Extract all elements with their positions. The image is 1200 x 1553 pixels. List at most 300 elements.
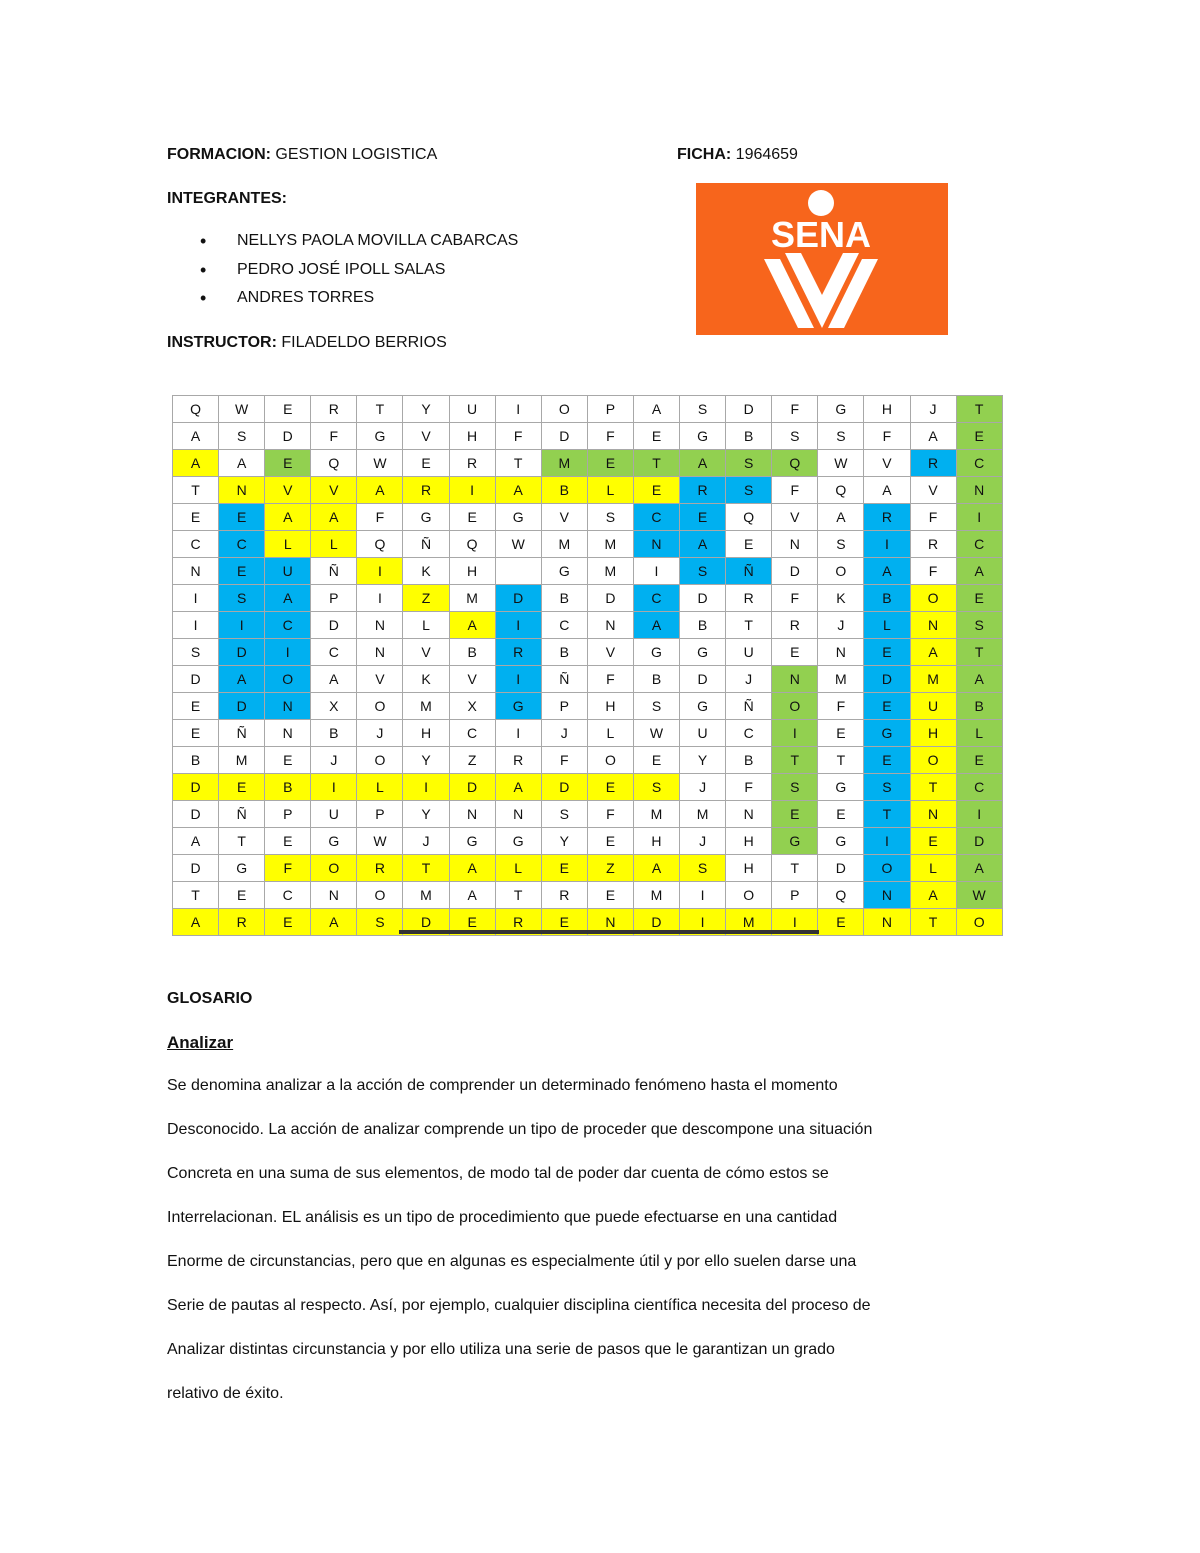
- ficha-line: [677, 145, 798, 165]
- grid-row: [173, 477, 1003, 504]
- grid-cell: N: [956, 477, 1002, 504]
- glossary-definition: [167, 1076, 872, 1428]
- grid-cell: F: [265, 855, 311, 882]
- definition-line: relativo de éxito.: [167, 1385, 284, 1402]
- grid-cell: E: [541, 855, 587, 882]
- grid-row: [173, 801, 1003, 828]
- grid-cell: M: [403, 693, 449, 720]
- grid-cell: C: [956, 450, 1002, 477]
- grid-row: [173, 585, 1003, 612]
- grid-cell: N: [772, 531, 818, 558]
- grid-cell: A: [449, 612, 495, 639]
- grid-cell: B: [726, 423, 772, 450]
- grid-cell: I: [449, 477, 495, 504]
- grid-cell: F: [772, 396, 818, 423]
- grid-cell: T: [173, 882, 219, 909]
- grid-cell: B: [956, 693, 1002, 720]
- grid-cell: N: [357, 612, 403, 639]
- grid-cell: Ñ: [219, 801, 265, 828]
- grid-cell: D: [726, 396, 772, 423]
- grid-cell: S: [772, 774, 818, 801]
- grid-cell: Q: [311, 450, 357, 477]
- sena-logo: [696, 183, 948, 335]
- grid-cell: T: [219, 828, 265, 855]
- grid-cell: Z: [587, 855, 633, 882]
- grid-cell: C: [633, 504, 679, 531]
- grid-cell: G: [495, 504, 541, 531]
- grid-cell: Y: [403, 747, 449, 774]
- grid-cell: I: [772, 909, 818, 936]
- grid-cell: C: [726, 720, 772, 747]
- grid-cell: E: [173, 720, 219, 747]
- grid-cell: C: [541, 612, 587, 639]
- grid-cell: A: [449, 855, 495, 882]
- grid-cell: M: [910, 666, 956, 693]
- grid-cell: N: [449, 801, 495, 828]
- grid-row: [173, 396, 1003, 423]
- grid-cell: F: [864, 423, 910, 450]
- grid-row: [173, 882, 1003, 909]
- grid-cell: M: [587, 558, 633, 585]
- grid-cell: O: [956, 909, 1002, 936]
- grid-cell: D: [541, 423, 587, 450]
- grid-underline: [399, 930, 819, 934]
- grid-cell: I: [772, 720, 818, 747]
- grid-cell: O: [265, 666, 311, 693]
- grid-cell: R: [495, 747, 541, 774]
- grid-cell: G: [449, 828, 495, 855]
- grid-cell: V: [541, 504, 587, 531]
- grid-cell: F: [818, 693, 864, 720]
- grid-row: [173, 531, 1003, 558]
- grid-cell: A: [864, 477, 910, 504]
- grid-cell: I: [219, 612, 265, 639]
- grid-cell: T: [633, 450, 679, 477]
- grid-cell: G: [818, 828, 864, 855]
- grid-cell: I: [495, 612, 541, 639]
- grid-cell: N: [587, 909, 633, 936]
- grid-cell: N: [818, 639, 864, 666]
- grid-cell: L: [311, 531, 357, 558]
- grid-cell: Ñ: [726, 693, 772, 720]
- grid-cell: A: [265, 585, 311, 612]
- grid-cell: D: [219, 693, 265, 720]
- grid-cell: D: [265, 423, 311, 450]
- grid-cell: F: [726, 774, 772, 801]
- grid-row: [173, 720, 1003, 747]
- grid-cell: M: [633, 882, 679, 909]
- grid-cell: S: [633, 774, 679, 801]
- grid-cell: H: [726, 855, 772, 882]
- grid-cell: Q: [173, 396, 219, 423]
- grid-cell: S: [818, 423, 864, 450]
- grid-cell: U: [449, 396, 495, 423]
- grid-cell: V: [311, 477, 357, 504]
- grid-cell: S: [772, 423, 818, 450]
- grid-cell: O: [357, 882, 403, 909]
- grid-cell: J: [680, 828, 726, 855]
- grid-cell: E: [956, 747, 1002, 774]
- grid-cell: A: [956, 666, 1002, 693]
- grid-cell: G: [357, 423, 403, 450]
- grid-cell: N: [265, 720, 311, 747]
- grid-cell: B: [265, 774, 311, 801]
- grid-cell: A: [633, 396, 679, 423]
- grid-cell: L: [357, 774, 403, 801]
- grid-row: [173, 774, 1003, 801]
- grid-cell: R: [495, 639, 541, 666]
- grid-cell: I: [956, 504, 1002, 531]
- grid-cell: A: [956, 558, 1002, 585]
- grid-cell: Ñ: [311, 558, 357, 585]
- grid-cell: Y: [541, 828, 587, 855]
- grid-cell: I: [864, 531, 910, 558]
- grid-cell: V: [265, 477, 311, 504]
- grid-cell: E: [587, 774, 633, 801]
- grid-cell: N: [495, 801, 541, 828]
- grid-cell: E: [910, 828, 956, 855]
- grid-cell: E: [633, 747, 679, 774]
- grid-cell: Ñ: [219, 720, 265, 747]
- definition-line: Interrelacionan. EL análisis es un tipo de procedimiento que puede efectuarse en una cantidad: [167, 1209, 838, 1226]
- grid-cell: D: [403, 909, 449, 936]
- grid-cell: V: [587, 639, 633, 666]
- grid-cell: T: [772, 747, 818, 774]
- grid-cell: D: [311, 612, 357, 639]
- grid-cell: D: [495, 585, 541, 612]
- grid-cell: O: [311, 855, 357, 882]
- grid-cell: B: [864, 585, 910, 612]
- grid-cell: D: [219, 639, 265, 666]
- grid-cell: T: [403, 855, 449, 882]
- grid-cell: J: [818, 612, 864, 639]
- member-item: • ANDRES TORRES: [200, 288, 518, 317]
- grid-cell: R: [864, 504, 910, 531]
- grid-cell: L: [587, 477, 633, 504]
- grid-cell: F: [587, 666, 633, 693]
- grid-cell: T: [956, 639, 1002, 666]
- grid-cell: T: [772, 855, 818, 882]
- word-search-grid: [172, 395, 1003, 936]
- grid-cell: S: [726, 477, 772, 504]
- grid-cell: U: [726, 639, 772, 666]
- grid-cell: E: [726, 531, 772, 558]
- grid-cell: L: [910, 855, 956, 882]
- grid-cell: F: [311, 423, 357, 450]
- grid-cell: S: [219, 585, 265, 612]
- grid-cell: N: [633, 531, 679, 558]
- grid-cell: E: [818, 909, 864, 936]
- grid-cell: E: [680, 504, 726, 531]
- grid-cell: A: [910, 639, 956, 666]
- grid-cell: G: [772, 828, 818, 855]
- grid-cell: I: [956, 801, 1002, 828]
- grid-cell: M: [818, 666, 864, 693]
- grid-cell: Y: [403, 396, 449, 423]
- grid-cell: H: [864, 396, 910, 423]
- grid-cell: O: [357, 747, 403, 774]
- grid-cell: O: [772, 693, 818, 720]
- grid-cell: O: [864, 855, 910, 882]
- grid-cell: R: [495, 909, 541, 936]
- grid-cell: I: [357, 558, 403, 585]
- grid-cell: D: [449, 774, 495, 801]
- grid-cell: Q: [818, 477, 864, 504]
- grid-cell: A: [173, 828, 219, 855]
- grid-cell: X: [449, 693, 495, 720]
- grid-cell: D: [818, 855, 864, 882]
- grid-cell: D: [956, 828, 1002, 855]
- grid-cell: C: [956, 531, 1002, 558]
- grid-cell: M: [541, 450, 587, 477]
- grid-row: [173, 639, 1003, 666]
- grid-cell: G: [495, 828, 541, 855]
- grid-cell: C: [265, 882, 311, 909]
- grid-cell: E: [541, 909, 587, 936]
- grid-cell: S: [680, 558, 726, 585]
- formacion-value: GESTION LOGISTICA: [270, 146, 438, 163]
- grid-cell: G: [541, 558, 587, 585]
- grid-cell: H: [910, 720, 956, 747]
- grid-cell: R: [219, 909, 265, 936]
- grid-row: [173, 450, 1003, 477]
- grid-cell: S: [173, 639, 219, 666]
- grid-cell: N: [219, 477, 265, 504]
- grid-cell: O: [541, 396, 587, 423]
- grid-cell: E: [265, 396, 311, 423]
- ficha-label: FICHA:: [677, 146, 732, 163]
- grid-cell: L: [956, 720, 1002, 747]
- grid-cell: Z: [449, 747, 495, 774]
- grid-cell: A: [449, 882, 495, 909]
- grid-cell: D: [680, 585, 726, 612]
- grid-cell: A: [633, 855, 679, 882]
- grid-cell: E: [587, 450, 633, 477]
- grid-cell: R: [910, 531, 956, 558]
- grid-cell: F: [910, 558, 956, 585]
- grid-cell: H: [587, 693, 633, 720]
- grid-cell: E: [956, 585, 1002, 612]
- grid-cell: J: [726, 666, 772, 693]
- grid-cell: R: [449, 450, 495, 477]
- grid-cell: O: [357, 693, 403, 720]
- grid-cell: A: [311, 504, 357, 531]
- grid-cell: A: [173, 909, 219, 936]
- grid-row: [173, 504, 1003, 531]
- grid-cell: E: [265, 828, 311, 855]
- grid-cell: T: [495, 450, 541, 477]
- grid-cell: L: [864, 612, 910, 639]
- grid-cell: B: [449, 639, 495, 666]
- grid-cell: G: [403, 504, 449, 531]
- grid-cell: K: [818, 585, 864, 612]
- grid-cell: P: [541, 693, 587, 720]
- grid-cell: I: [680, 909, 726, 936]
- grid-cell: N: [587, 612, 633, 639]
- grid-cell: S: [587, 504, 633, 531]
- grid-cell: D: [587, 585, 633, 612]
- grid-cell: U: [680, 720, 726, 747]
- grid-cell: C: [173, 531, 219, 558]
- grid-cell: N: [265, 693, 311, 720]
- grid-cell: M: [403, 882, 449, 909]
- grid-cell: I: [311, 774, 357, 801]
- grid-cell: D: [173, 801, 219, 828]
- grid-cell: V: [357, 666, 403, 693]
- grid-cell: Ñ: [541, 666, 587, 693]
- grid-cell: H: [633, 828, 679, 855]
- grid-cell: E: [633, 477, 679, 504]
- grid-cell: D: [173, 855, 219, 882]
- definition-line: Se denomina analizar a la acción de comprender un determinado fenómeno hasta el momento: [167, 1077, 838, 1094]
- grid-cell: E: [587, 882, 633, 909]
- grid-cell: E: [818, 801, 864, 828]
- grid-cell: E: [219, 558, 265, 585]
- grid-cell: O: [587, 747, 633, 774]
- grid-cell: I: [864, 828, 910, 855]
- grid-cell: G: [219, 855, 265, 882]
- grid-cell: A: [956, 855, 1002, 882]
- grid-cell: A: [173, 423, 219, 450]
- member-item: • PEDRO JOSÉ IPOLL SALAS: [200, 260, 518, 289]
- ficha-value: 1964659: [731, 146, 798, 163]
- grid-cell: A: [818, 504, 864, 531]
- grid-cell: F: [541, 747, 587, 774]
- grid-cell: C: [311, 639, 357, 666]
- grid-cell: E: [587, 828, 633, 855]
- grid-cell: K: [403, 558, 449, 585]
- grid-cell: A: [633, 612, 679, 639]
- grid-cell: P: [772, 882, 818, 909]
- grid-cell: Ñ: [726, 558, 772, 585]
- grid-cell: G: [864, 720, 910, 747]
- instructor-value: FILADELDO BERRIOS: [276, 334, 447, 351]
- grid-cell: C: [633, 585, 679, 612]
- grid-cell: W: [357, 828, 403, 855]
- grid-cell: U: [265, 558, 311, 585]
- grid-cell: S: [864, 774, 910, 801]
- grid-cell: J: [403, 828, 449, 855]
- grid-cell: E: [864, 747, 910, 774]
- grid-cell: T: [910, 909, 956, 936]
- grid-cell: G: [680, 693, 726, 720]
- grid-cell: J: [910, 396, 956, 423]
- grid-cell: T: [495, 882, 541, 909]
- grid-cell: [495, 558, 541, 585]
- grid-cell: E: [864, 693, 910, 720]
- grid-cell: A: [219, 450, 265, 477]
- grid-cell: M: [633, 801, 679, 828]
- grid-cell: T: [956, 396, 1002, 423]
- grid-cell: F: [772, 585, 818, 612]
- grid-cell: G: [818, 774, 864, 801]
- grid-cell: N: [772, 666, 818, 693]
- grid-cell: N: [910, 801, 956, 828]
- grid-cell: C: [265, 612, 311, 639]
- grid-cell: S: [680, 396, 726, 423]
- grid-cell: D: [173, 774, 219, 801]
- grid-cell: C: [219, 531, 265, 558]
- grid-row: [173, 693, 1003, 720]
- grid-cell: I: [633, 558, 679, 585]
- grid-cell: V: [403, 423, 449, 450]
- grid-cell: S: [956, 612, 1002, 639]
- grid-cell: L: [403, 612, 449, 639]
- grid-cell: F: [910, 504, 956, 531]
- grid-cell: V: [864, 450, 910, 477]
- grid-cell: H: [449, 423, 495, 450]
- grid-cell: I: [265, 639, 311, 666]
- glossary-term: Analizar: [167, 1033, 234, 1052]
- logo-text: SENA: [770, 214, 872, 255]
- grid-cell: A: [495, 774, 541, 801]
- grid-cell: T: [357, 396, 403, 423]
- instructor-label: INSTRUCTOR:: [167, 334, 277, 351]
- sena-logo-icon: [696, 183, 948, 335]
- grid-cell: Q: [818, 882, 864, 909]
- grid-cell: Q: [357, 531, 403, 558]
- grid-cell: E: [403, 450, 449, 477]
- grid-cell: E: [633, 423, 679, 450]
- grid-cell: G: [495, 693, 541, 720]
- grid-cell: A: [910, 882, 956, 909]
- grid-cell: S: [633, 693, 679, 720]
- grid-cell: R: [403, 477, 449, 504]
- member-item: • NELLYS PAOLA MOVILLA CABARCAS: [200, 231, 518, 260]
- grid-cell: H: [726, 828, 772, 855]
- grid-cell: E: [265, 450, 311, 477]
- grid-cell: Y: [680, 747, 726, 774]
- grid-cell: Q: [449, 531, 495, 558]
- grid-cell: E: [449, 909, 495, 936]
- grid-cell: R: [680, 477, 726, 504]
- grid-cell: A: [265, 504, 311, 531]
- grid-row: [173, 828, 1003, 855]
- grid-cell: D: [541, 774, 587, 801]
- formacion-line: [167, 145, 798, 165]
- grid-cell: E: [219, 882, 265, 909]
- grid-cell: W: [956, 882, 1002, 909]
- grid-cell: S: [680, 855, 726, 882]
- grid-cell: M: [726, 909, 772, 936]
- grid-cell: A: [173, 450, 219, 477]
- grid-cell: S: [219, 423, 265, 450]
- grid-cell: E: [265, 747, 311, 774]
- grid-cell: R: [726, 585, 772, 612]
- grid-cell: C: [449, 720, 495, 747]
- grid-cell: O: [910, 747, 956, 774]
- grid-cell: L: [265, 531, 311, 558]
- grid-cell: V: [403, 639, 449, 666]
- grid-cell: O: [818, 558, 864, 585]
- instructor-line: [167, 333, 447, 353]
- grid-cell: U: [910, 693, 956, 720]
- grid-cell: Z: [403, 585, 449, 612]
- grid-cell: X: [311, 693, 357, 720]
- grid-cell: T: [173, 477, 219, 504]
- grid-cell: D: [864, 666, 910, 693]
- grid-cell: A: [910, 423, 956, 450]
- grid-cell: E: [219, 774, 265, 801]
- grid-cell: G: [680, 423, 726, 450]
- grid-cell: M: [541, 531, 587, 558]
- grid-cell: D: [680, 666, 726, 693]
- grid-cell: I: [173, 612, 219, 639]
- grid-cell: N: [357, 639, 403, 666]
- grid-cell: F: [357, 504, 403, 531]
- grid-cell: J: [357, 720, 403, 747]
- definition-line: Serie de pautas al respecto. Así, por ejemplo, cualquier disciplina científica necesita del proceso de: [167, 1297, 871, 1314]
